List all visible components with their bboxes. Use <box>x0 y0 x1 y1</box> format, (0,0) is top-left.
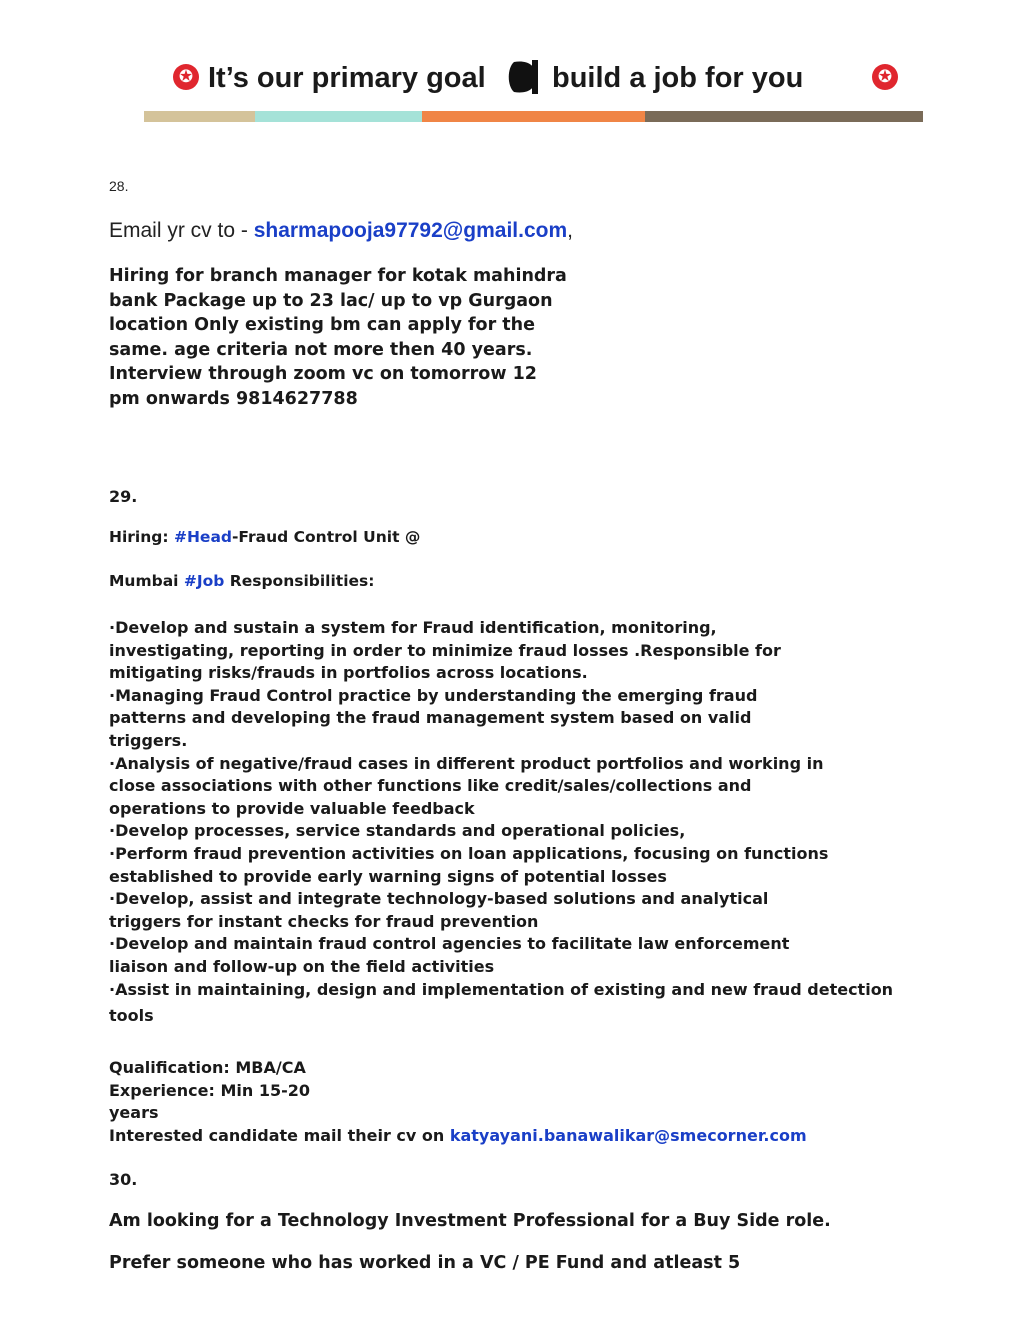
star-icon: ✪ <box>173 64 199 90</box>
post-number: 29. <box>109 487 138 506</box>
color-bar-segment <box>645 111 923 122</box>
responsibilities-list <box>109 617 989 1028</box>
color-bar-segment <box>422 111 645 122</box>
responsibility-line: ·Develop and maintain fraud control agencies to facilitate law enforcement <box>109 934 790 954</box>
responsibility-line: ·Develop and sustain a system for Fraud identification, monitoring, <box>109 618 717 637</box>
responsibility-line: triggers for instant checks for fraud prevention <box>109 911 539 931</box>
post-number: 28. <box>109 178 129 194</box>
responsibility-line: ·Perform fraud prevention activities on loan applications, focusing on functions <box>109 843 829 863</box>
responsibility-line: established to provide early warning signs of potential losses <box>109 866 667 886</box>
job-description: Prefer someone who has worked in a VC / PE Fund and atleast 5 <box>109 1253 741 1273</box>
responsibility-line: operations to provide valuable feedback <box>109 798 475 818</box>
qualification: Qualification: MBA/CA <box>109 1058 306 1077</box>
responsibility-line: patterns and developing the fraud management system based on valid <box>109 708 752 728</box>
contact-prefix: Interested candidate mail their cv on <box>109 1125 450 1145</box>
responsibility-line: mitigating risks/frauds in portfolios across locations. <box>109 663 588 683</box>
hiring-line <box>109 528 420 546</box>
color-bar-segment <box>255 111 422 122</box>
qualification-block <box>109 1057 807 1147</box>
location-prefix: Mumbai <box>109 572 184 590</box>
contact-line <box>109 1125 807 1148</box>
header-text-left: It’s our primary goal <box>208 62 486 94</box>
job-description: Hiring for branch manager for kotak mahindra bank Package up to 23 lac/ up to vp Gurgaon location Only existing bm can apply for the same. age criteria not more then 40 years. Interview through zoom vc on tomorrow 12 pm onwards 9814627788 <box>109 266 567 409</box>
responsibility-line: ·Assist in maintaining, design and implementation of existing and new fraud detection <box>109 979 894 999</box>
email-line <box>109 219 573 243</box>
experience: years <box>109 1103 159 1123</box>
email-link[interactable]: sharmapooja97792@gmail.com <box>253 219 568 242</box>
responsibility-line: triggers. <box>109 730 188 750</box>
hashtag-link[interactable]: #Job <box>183 572 225 590</box>
location-suffix: Responsibilities: <box>224 572 375 590</box>
page-header <box>0 52 1024 102</box>
blob-icon <box>508 60 538 94</box>
responsibility-line: investigating, reporting in order to minimize fraud losses .Responsible for <box>109 640 781 660</box>
email-prefix: Email yr cv to - <box>109 219 254 242</box>
experience: Experience: Min 15-20 <box>109 1080 311 1100</box>
job-description: Am looking for a Technology Investment Professional for a Buy Side role. <box>109 1211 831 1231</box>
color-bar-segment <box>144 111 255 122</box>
email-link[interactable]: katyayani.banawalikar@smecorner.com <box>449 1125 807 1145</box>
responsibility-line: ·Analysis of negative/fraud cases in different product portfolios and working in <box>109 753 824 773</box>
responsibility-line: ·Develop, assist and integrate technology-based solutions and analytical <box>109 889 769 909</box>
responsibility-line: ·Managing Fraud Control practice by understanding the emerging fraud <box>109 685 758 705</box>
email-suffix: , <box>567 219 573 242</box>
post-number: 30. <box>109 1170 138 1189</box>
hiring-suffix: -Fraud Control Unit @ <box>232 528 421 546</box>
star-icon: ✪ <box>872 64 898 90</box>
responsibility-line: liaison and follow-up on the field activities <box>109 956 495 976</box>
responsibility-line: ·Develop processes, service standards and operational policies, <box>109 821 686 841</box>
hiring-prefix: Hiring: <box>109 528 174 546</box>
responsibility-line: close associations with other functions like credit/sales/collections and <box>109 776 752 796</box>
hashtag-link[interactable]: #Head <box>173 528 232 546</box>
responsibility-line: tools <box>109 1006 154 1026</box>
location-line <box>109 572 374 590</box>
header-text-right: build a job for you <box>552 62 804 94</box>
